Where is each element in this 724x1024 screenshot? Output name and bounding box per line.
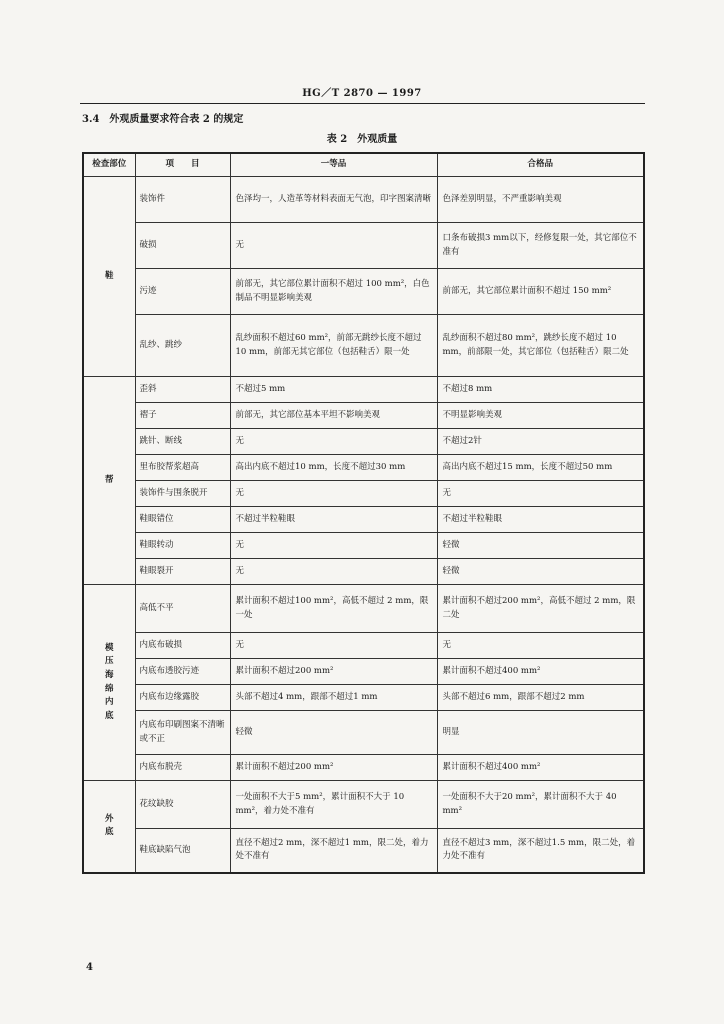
row-item: 内底布破损 [135,633,230,659]
col-header-first-grade: 一等品 [230,153,437,177]
category-char: 底 [104,710,114,721]
row-item: 装饰件 [135,177,230,223]
row-first-grade: 乱纱面积不超过60 mm²，前部无跳纱长度不超过 10 mm，前部无其它部位（包括鞋舌）限一处 [230,315,437,377]
row-item: 内底布透胶污迹 [135,659,230,685]
row-first-grade: 累计面积不超过200 mm² [230,659,437,685]
row-item: 鞋眼裂开 [135,559,230,585]
row-item: 装饰件与围条脱开 [135,481,230,507]
row-item: 破损 [135,223,230,269]
row-qualified: 直径不超过3 mm，深不超过1.5 mm，限二处，着力处不准有 [437,829,644,873]
category-outsole [83,781,135,873]
category-char: 底 [104,827,114,838]
row-first-grade: 轻微 [230,711,437,755]
row-qualified: 无 [437,633,644,659]
row-qualified: 不超过2针 [437,429,644,455]
col-header-qualified: 合格品 [437,153,644,177]
col-header-location: 检查部位 [83,153,135,177]
row-first-grade: 无 [230,481,437,507]
row-item: 高低不平 [135,585,230,633]
row-item: 花纹缺胶 [135,781,230,829]
row-item: 鞋底缺陷气泡 [135,829,230,873]
category-char: 内 [104,697,114,708]
table-header-row [83,153,644,177]
row-item: 歪斜 [135,377,230,403]
table-row [83,481,644,507]
table-row [83,585,644,633]
table-row [83,429,644,455]
row-qualified: 累计面积不超过400 mm² [437,755,644,781]
row-item: 褶子 [135,403,230,429]
row-item: 跳针、断线 [135,429,230,455]
row-qualified: 累计面积不超过200 mm²，高低不超过 2 mm，限二处 [437,585,644,633]
table-row [83,533,644,559]
row-qualified: 高出内底不超过15 mm，长度不超过50 mm [437,455,644,481]
row-item: 内底布印刷图案不清晰或不正 [135,711,230,755]
row-qualified: 不超过8 mm [437,377,644,403]
row-item: 内底布脱壳 [135,755,230,781]
row-first-grade: 无 [230,223,437,269]
category-strap: 帮 [83,377,135,585]
row-item: 里布胶帮浆超高 [135,455,230,481]
standard-code: HG／T 2870 — 1997 [302,88,422,99]
col-header-item: 项 目 [135,153,230,177]
row-first-grade: 前部无，其它部位累计面积不超过 100 mm²，白色制品不明显影响美观 [230,269,437,315]
category-char: 海 [104,669,114,680]
row-qualified: 乱纱面积不超过80 mm²，跳纱长度不超过 10 mm，前部限一处，其它部位（包括鞋舌）限二处 [437,315,644,377]
row-item: 鞋眼转动 [135,533,230,559]
row-first-grade: 无 [230,429,437,455]
table-row [83,403,644,429]
table-row [83,269,644,315]
table-row [83,377,644,403]
row-item: 鞋眼错位 [135,507,230,533]
row-first-grade: 无 [230,533,437,559]
row-first-grade: 累计面积不超过200 mm² [230,755,437,781]
row-first-grade: 前部无，其它部位基本平坦不影响美观 [230,403,437,429]
category-char: 绵 [104,683,114,694]
category-char: 压 [104,656,114,667]
row-first-grade: 头部不超过4 mm，跟部不超过1 mm [230,685,437,711]
row-first-grade: 不超过半粒鞋眼 [230,507,437,533]
row-qualified: 头部不超过6 mm，跟部不超过2 mm [437,685,644,711]
row-qualified: 一处面积不大于20 mm²，累计面积不大于 40 mm² [437,781,644,829]
row-first-grade: 一处面积不大于5 mm²，累计面积不大于 10 mm²，着力处不准有 [230,781,437,829]
row-qualified: 色泽差别明显，不严重影响美观 [437,177,644,223]
appearance-quality-table [82,152,645,874]
table-row [83,559,644,585]
table-row [83,315,644,377]
row-qualified: 轻微 [437,559,644,585]
row-qualified: 轻微 [437,533,644,559]
row-qualified: 不超过半粒鞋眼 [437,507,644,533]
table-row [83,177,644,223]
table-row [83,685,644,711]
table-row [83,507,644,533]
header-divider [80,103,645,104]
table-row [83,781,644,829]
row-item: 内底布边缘露胶 [135,685,230,711]
row-item: 污迹 [135,269,230,315]
category-shoe: 鞋 [83,177,135,377]
category-char: 模 [104,642,114,653]
row-item: 乱纱、跳纱 [135,315,230,377]
row-first-grade: 直径不超过2 mm，深不超过1 mm，限二处，着力处不准有 [230,829,437,873]
section-heading: 3.4 外观质量要求符合表 2 的规定 [82,114,244,125]
table-row [83,223,644,269]
row-first-grade: 色泽均一，人造革等材料表面无气泡，印字图案清晰 [230,177,437,223]
table-row [83,455,644,481]
row-qualified: 口条布破损3 mm以下，经修复限一处，其它部位不准有 [437,223,644,269]
row-qualified: 无 [437,481,644,507]
table-row [83,659,644,685]
table-title: 表 2 外观质量 [326,134,398,145]
row-qualified: 累计面积不超过400 mm² [437,659,644,685]
table-row [83,829,644,873]
table-row [83,711,644,755]
row-first-grade: 不超过5 mm [230,377,437,403]
row-first-grade: 无 [230,633,437,659]
table-row [83,755,644,781]
category-insole [83,585,135,781]
row-qualified: 前部无，其它部位累计面积不超过 150 mm² [437,269,644,315]
row-qualified: 明显 [437,711,644,755]
page-number: 4 [86,962,93,973]
row-qualified: 不明显影响美观 [437,403,644,429]
row-first-grade: 无 [230,559,437,585]
category-char: 外 [104,813,114,824]
row-first-grade: 高出内底不超过10 mm，长度不超过30 mm [230,455,437,481]
table-row [83,633,644,659]
row-first-grade: 累计面积不超过100 mm²，高低不超过 2 mm，限一处 [230,585,437,633]
